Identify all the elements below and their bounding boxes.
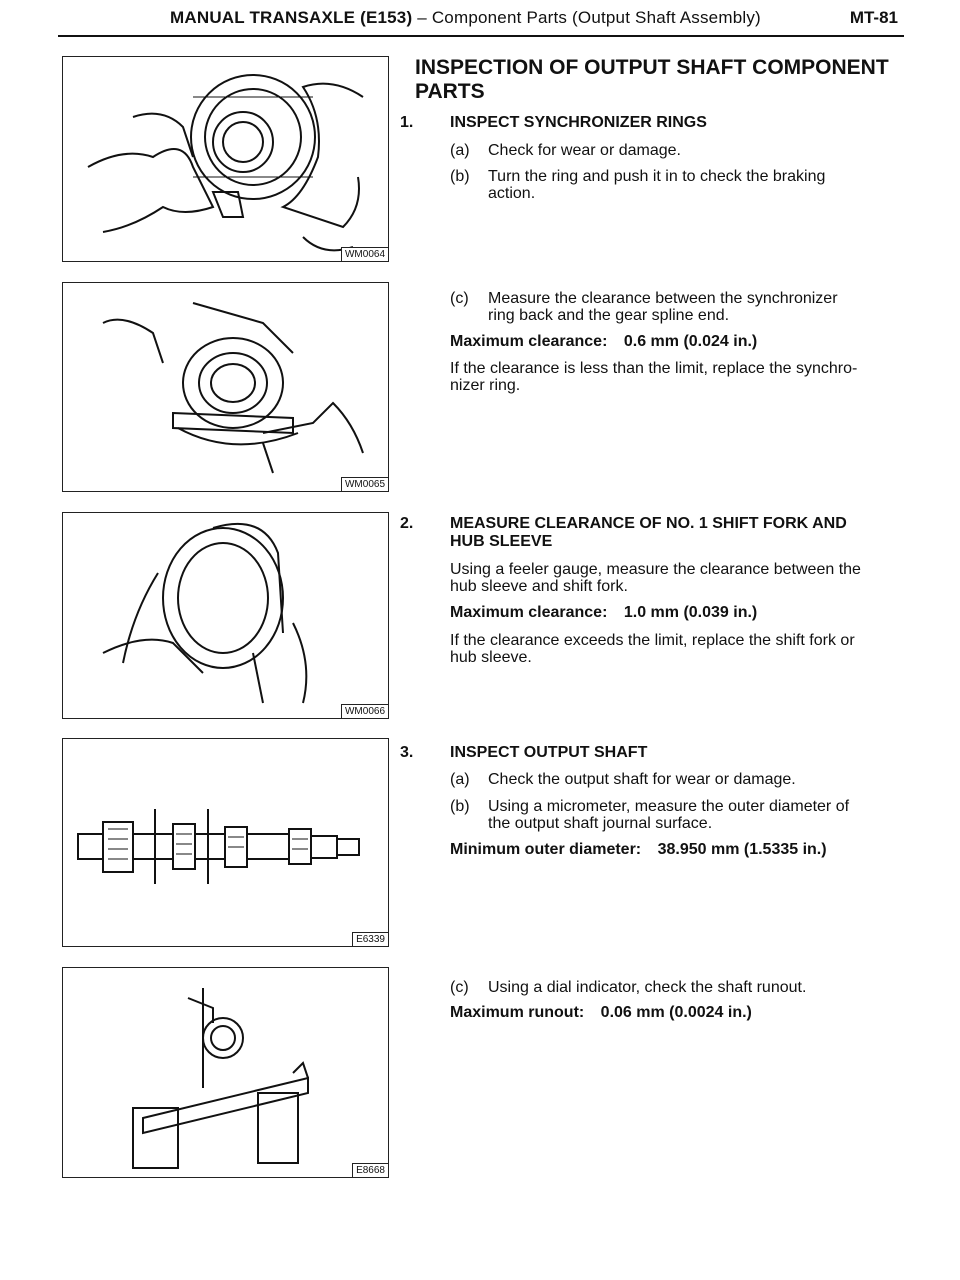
step-2-number: 2. xyxy=(400,515,414,532)
figure-code: E6339 xyxy=(352,932,388,946)
figure-feeler-gauge xyxy=(62,282,389,492)
step-3-spec-runout xyxy=(450,1004,752,1022)
spec-label: Maximum runout: xyxy=(450,1004,585,1021)
step-2-heading-2: HUB SLEEVE xyxy=(450,533,553,550)
feeler-gauge-ring-illustration xyxy=(63,283,388,491)
spec-label: Maximum clearance: xyxy=(450,604,608,621)
step-2-heading-1: MEASURE CLEARANCE OF NO. 1 SHIFT FORK AND xyxy=(450,515,847,532)
figure-output-shaft xyxy=(62,738,389,947)
step-1c-label: (c) xyxy=(450,290,469,307)
step-3c-label: (c) xyxy=(450,979,469,996)
figure-code: WM0066 xyxy=(341,704,388,718)
step-1-note-2: nizer ring. xyxy=(450,377,521,394)
step-2-note-2: hub sleeve. xyxy=(450,649,532,666)
dial-indicator-runout-illustration xyxy=(63,968,388,1177)
synchronizer-ring-hands-illustration xyxy=(63,57,388,261)
step-2-note-1: If the clearance exceeds the limit, replace the shift fork or xyxy=(450,632,855,649)
spec-value: 1.0 mm (0.039 in.) xyxy=(623,604,758,621)
section-title: INSPECTION OF OUTPUT SHAFT COMPONENT PARTS xyxy=(415,56,889,103)
step-1-number: 1. xyxy=(400,114,414,131)
step-1b-label: (b) xyxy=(450,168,470,185)
spec-value: 0.6 mm (0.024 in.) xyxy=(623,333,758,350)
step-3-spec xyxy=(450,841,827,859)
step-1-spec xyxy=(450,333,757,351)
step-1-note-1: If the clearance is less than the limit, replace the synchro- xyxy=(450,360,858,377)
page-number: MT-81 xyxy=(849,8,898,27)
spec-label: Minimum outer diameter: xyxy=(450,841,642,858)
step-1a-text: Check for wear or damage. xyxy=(488,142,681,159)
figure-shift-fork xyxy=(62,512,389,719)
step-1b-text-2: action. xyxy=(488,185,536,202)
running-header xyxy=(170,8,761,28)
step-1c-text-1: Measure the clearance between the synchronizer xyxy=(488,290,838,307)
header-rule xyxy=(58,35,904,37)
header-subtitle: – Component Parts (Output Shaft Assembly) xyxy=(417,8,761,27)
output-shaft-micrometer-illustration xyxy=(63,739,388,946)
spec-value: 0.06 mm (0.0024 in.) xyxy=(600,1004,752,1021)
step-3c-text: Using a dial indicator, check the shaft runout. xyxy=(488,979,807,996)
step-1-heading: INSPECT SYNCHRONIZER RINGS xyxy=(450,114,707,131)
spec-value: 38.950 mm (1.5335 in.) xyxy=(657,841,827,858)
figure-code: WM0064 xyxy=(341,247,388,261)
step-2-text-2: hub sleeve and shift fork. xyxy=(450,578,628,595)
step-2-text-1: Using a feeler gauge, measure the clearance between the xyxy=(450,561,861,578)
step-3a-label: (a) xyxy=(450,771,470,788)
figure-dial-indicator xyxy=(62,967,389,1178)
step-3a-text: Check the output shaft for wear or damage. xyxy=(488,771,796,788)
step-3b-label: (b) xyxy=(450,798,470,815)
figure-code: E8668 xyxy=(352,1163,388,1177)
step-1c-text-2: ring back and the gear spline end. xyxy=(488,307,730,324)
step-3-number: 3. xyxy=(400,744,414,761)
step-1b-text-1: Turn the ring and push it in to check the braking xyxy=(488,168,826,185)
figure-code: WM0065 xyxy=(341,477,388,491)
step-3b-text-1: Using a micrometer, measure the outer diameter of xyxy=(488,798,850,815)
shift-fork-hub-sleeve-illustration xyxy=(63,513,388,718)
step-3b-text-2: the output shaft journal surface. xyxy=(488,815,713,832)
spec-label: Maximum clearance: xyxy=(450,333,608,350)
step-1a-label: (a) xyxy=(450,142,470,159)
step-2-spec xyxy=(450,604,757,622)
header-title: MANUAL TRANSAXLE (E153) xyxy=(170,8,413,27)
step-3-heading: INSPECT OUTPUT SHAFT xyxy=(450,744,648,761)
figure-synchronizer-ring xyxy=(62,56,389,262)
